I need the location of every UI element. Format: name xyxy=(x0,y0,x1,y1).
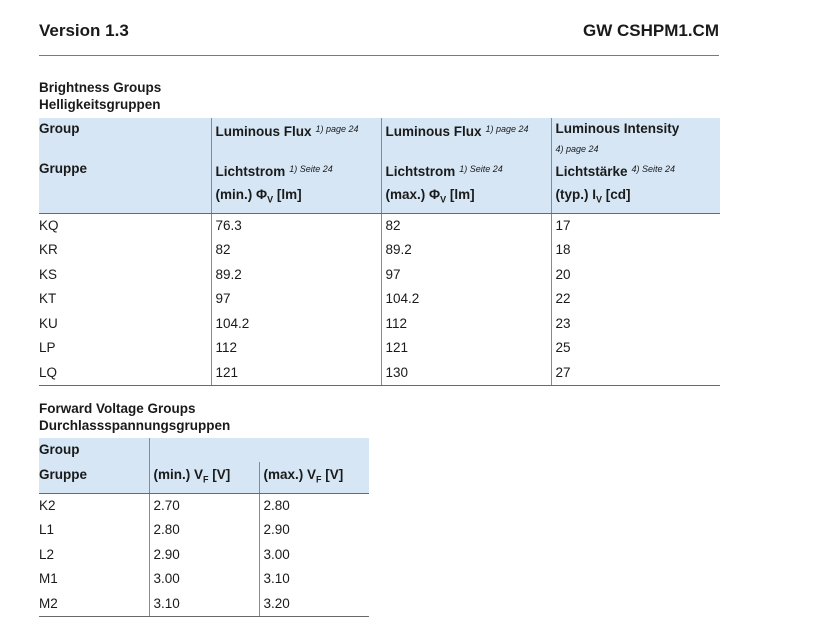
col-group-en: Group xyxy=(39,118,211,160)
table-cell: 121 xyxy=(211,361,381,386)
brightness-title-en: Brightness Groups xyxy=(39,80,162,95)
table-cell: K2 xyxy=(39,497,56,513)
brightness-header-row-unit xyxy=(39,182,720,213)
brightness-table xyxy=(39,118,720,386)
table-cell: 2.80 xyxy=(149,518,259,543)
table-cell: 76.3 xyxy=(211,213,381,238)
col-flux-max-en: Luminous Flux $^{1) page 24}$ xyxy=(381,118,551,160)
table-cell: 17 xyxy=(551,213,720,238)
voltage-header-row-en xyxy=(39,438,369,462)
table-row xyxy=(39,287,720,312)
version-label: Version 1.3 xyxy=(39,21,129,40)
col-flux-max-de: Lichtstrom $^{1) Seite 24}$ xyxy=(381,160,551,182)
v-col-group-en: Group xyxy=(39,438,149,462)
col-group-unit xyxy=(39,182,211,213)
table-row xyxy=(39,543,369,568)
product-code: GW CSHPM1.CM xyxy=(583,21,719,40)
table-cell: 130 xyxy=(381,361,551,386)
table-cell: KR xyxy=(39,242,58,258)
table-row xyxy=(39,361,720,386)
table-cell: 3.20 xyxy=(259,592,369,617)
table-cell: 82 xyxy=(381,213,551,238)
table-cell: 25 xyxy=(551,336,720,361)
voltage-title-de: Durchlassspannungsgruppen xyxy=(39,418,231,433)
table-cell: 2.80 xyxy=(259,493,369,518)
col-intensity-en: Luminous Intensity 4) page 24 xyxy=(551,118,720,160)
table-cell: L2 xyxy=(39,546,55,562)
table-row xyxy=(39,213,720,238)
table-cell: 82 xyxy=(211,238,381,263)
table-row xyxy=(39,312,720,337)
voltage-body xyxy=(39,493,369,617)
table-cell: M2 xyxy=(39,592,149,617)
brightness-header-row-de xyxy=(39,160,720,182)
table-cell: 3.10 xyxy=(149,592,259,617)
table-cell: 97 xyxy=(211,287,381,312)
table-cell: 3.10 xyxy=(259,567,369,592)
col-group-de: Gruppe xyxy=(39,160,211,182)
col-flux-min-en: Luminous Flux $^{1) page 24}$ xyxy=(211,118,381,160)
voltage-header-row-de xyxy=(39,462,369,493)
voltage-title-en: Forward Voltage Groups xyxy=(39,401,196,416)
col-intensity-de: Lichtstärke $^{4) Seite 24}$ xyxy=(551,160,720,182)
table-row xyxy=(39,336,720,361)
table-cell: 2.90 xyxy=(149,543,259,568)
table-cell: LQ xyxy=(39,361,211,386)
table-cell: 104.2 xyxy=(381,287,551,312)
table-cell: 18 xyxy=(551,238,720,263)
table-cell: 112 xyxy=(381,312,551,337)
table-cell: KQ xyxy=(39,217,59,233)
table-row xyxy=(39,567,369,592)
table-cell: 20 xyxy=(551,263,720,288)
table-row xyxy=(39,238,720,263)
col-flux-max-unit: (max.) $\Phi_V$ [lm] xyxy=(381,182,551,213)
voltage-table xyxy=(39,438,369,617)
table-cell: KU xyxy=(39,315,58,331)
table-cell: 2.90 xyxy=(259,518,369,543)
table-cell: 104.2 xyxy=(211,312,381,337)
brightness-title-de: Helligkeitsgruppen xyxy=(39,97,161,112)
voltage-title xyxy=(39,400,230,434)
table-cell: 89.2 xyxy=(211,263,381,288)
table-cell: M1 xyxy=(39,571,58,587)
table-cell: 23 xyxy=(551,312,720,337)
col-flux-min-unit: (min.) $\Phi_V$ [lm] xyxy=(211,182,381,213)
table-row xyxy=(39,592,369,617)
table-cell: 2.70 xyxy=(149,493,259,518)
table-row xyxy=(39,518,369,543)
table-cell: 121 xyxy=(381,336,551,361)
table-cell: 27 xyxy=(551,361,720,386)
table-cell: 97 xyxy=(381,263,551,288)
table-cell: 3.00 xyxy=(259,543,369,568)
brightness-header-row-en xyxy=(39,118,720,160)
table-cell: KT xyxy=(39,291,57,307)
brightness-body xyxy=(39,213,720,386)
col-intensity-unit: (typ.) $I_V$ [cd] xyxy=(551,182,720,213)
table-cell: 112 xyxy=(211,336,381,361)
col-flux-min-de: Lichtstrom $^{1) Seite 24}$ xyxy=(211,160,381,182)
table-cell: KS xyxy=(39,266,58,282)
v-col-empty xyxy=(149,438,369,462)
table-cell: L1 xyxy=(39,522,55,538)
table-row xyxy=(39,493,369,518)
table-cell: LP xyxy=(39,340,56,356)
table-cell: 3.00 xyxy=(149,567,259,592)
table-cell: 22 xyxy=(551,287,720,312)
header-divider xyxy=(39,55,719,56)
v-col-group-de: Gruppe xyxy=(39,462,149,493)
v-col-max: (max.) $V_F$ [V] xyxy=(259,462,369,493)
table-cell: 89.2 xyxy=(381,238,551,263)
table-row xyxy=(39,263,720,288)
brightness-title xyxy=(39,79,161,113)
v-col-min: (min.) $V_F$ [V] xyxy=(149,462,259,493)
